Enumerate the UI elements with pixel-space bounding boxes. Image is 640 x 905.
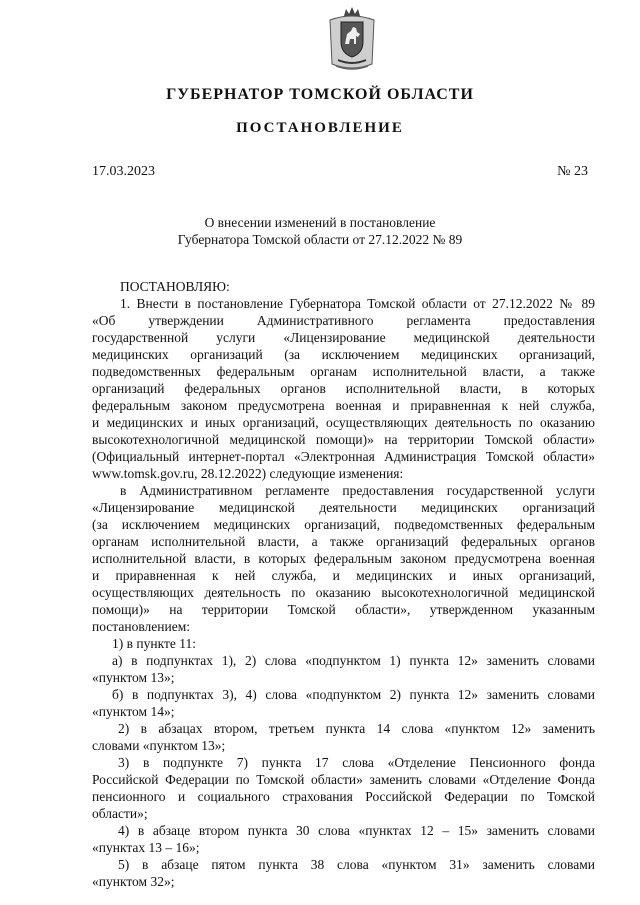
issuing-authority: ГУБЕРНАТОР ТОМСКОЙ ОБЛАСТИ bbox=[166, 86, 474, 103]
list-item: б) в подпунктах 3), 4) слова «подпунктом 2) пункта 12» заменить словами bbox=[112, 687, 595, 702]
document-subject bbox=[0, 214, 640, 248]
list-item: 4) в абзаце втором пункта 30 слова «пунктах 12 – 15» заменить словами bbox=[118, 823, 595, 838]
body-line: медицинских организаций (за исключением медицинских организаций, bbox=[92, 347, 595, 362]
list-item-continuation: словами «пунктом 13»; bbox=[92, 738, 226, 753]
list-item-continuation: «пунктом 32»; bbox=[92, 874, 175, 889]
body-line: и медицинских и иных организаций, осуществляющих деятельность по оказанию bbox=[92, 415, 595, 430]
document-number: № 23 bbox=[557, 164, 588, 179]
body-line: высокотехнологичной медицинской помощи)» на территории Томской области» bbox=[92, 432, 595, 447]
document-body bbox=[92, 278, 595, 890]
body-line: исполнительной власти, в которых федеральным законом предусмотрена военная bbox=[92, 551, 595, 566]
body-line: (Официальный интернет-портал «Электронная Администрация Томской области» bbox=[92, 449, 595, 464]
body-line: подведомственных федеральным органам исполнительной власти, а также bbox=[92, 364, 595, 379]
tomsk-region-coat-of-arms-icon bbox=[324, 6, 380, 74]
body-line: постановлением: bbox=[92, 619, 190, 634]
decree-word: ПОСТАНОВЛЯЮ: bbox=[120, 279, 230, 294]
body-line: 1. Внести в постановление Губернатора Томской области от 27.12.2022 № 89 bbox=[120, 296, 595, 311]
body-line: «Лицензирование медицинской деятельности медицинских организаций bbox=[92, 500, 595, 515]
body-line: «Об утверждении Административного регламента предоставления bbox=[92, 313, 595, 328]
document-date: 17.03.2023 bbox=[92, 164, 155, 179]
body-line: органам исполнительной власти, а также организаций федеральных органов bbox=[92, 534, 595, 549]
list-item-continuation: пенсионного и социального страхования Российской Федерации по Томской bbox=[92, 789, 595, 804]
list-item-continuation: «пунктом 13»; bbox=[92, 670, 175, 685]
list-item-continuation: Российской Федерации по Томской области» заменить словами «Отделение Фонда bbox=[92, 772, 595, 787]
list-item: 1) в пункте 11: bbox=[112, 636, 196, 651]
list-item: 3) в подпункте 7) пункта 17 слова «Отделение Пенсионного фонда bbox=[118, 755, 595, 770]
body-line: помощи)» на территории Томской области», утвержденном указанным bbox=[92, 602, 595, 617]
document-type: ПОСТАНОВЛЕНИЕ bbox=[236, 120, 404, 136]
body-line: организаций федеральных органов исполнительной власти, в которых bbox=[92, 381, 595, 396]
list-item-continuation: «пунктом 14»; bbox=[92, 704, 175, 719]
body-line: www.tomsk.gov.ru, 28.12.2022) следующие изменения: bbox=[92, 466, 404, 481]
subject-line: О внесении изменений в постановление bbox=[204, 215, 436, 230]
subject-line: Губернатора Томской области от 27.12.2022 № 89 bbox=[177, 232, 463, 247]
list-item: 5) в абзаце пятом пункта 38 слова «пунктом 31» заменить словами bbox=[118, 857, 595, 872]
body-line: и приравненная к ней служба, и медицинских и иных организаций, bbox=[92, 568, 595, 583]
body-line: в Административном регламенте предоставления государственной услуги bbox=[120, 483, 595, 498]
body-line: государственной услуги «Лицензирование медицинской деятельности bbox=[92, 330, 595, 345]
body-line: федеральным законом предусмотрена военная и приравненная к ней служба, bbox=[92, 398, 595, 413]
list-item-continuation: «пунктах 13 – 16»; bbox=[92, 840, 200, 855]
list-item: а) в подпунктах 1), 2) слова «подпунктом 1) пункта 12» заменить словами bbox=[112, 653, 595, 668]
body-line: осуществляющих деятельность по оказанию высокотехнологичной медицинской bbox=[92, 585, 595, 600]
body-line: (за исключением медицинских организаций, подведомственных федеральным bbox=[92, 517, 595, 532]
list-item: 2) в абзацах втором, третьем пункта 14 слова «пунктом 12» заменить bbox=[118, 721, 595, 736]
list-item-continuation: области»; bbox=[92, 806, 148, 821]
